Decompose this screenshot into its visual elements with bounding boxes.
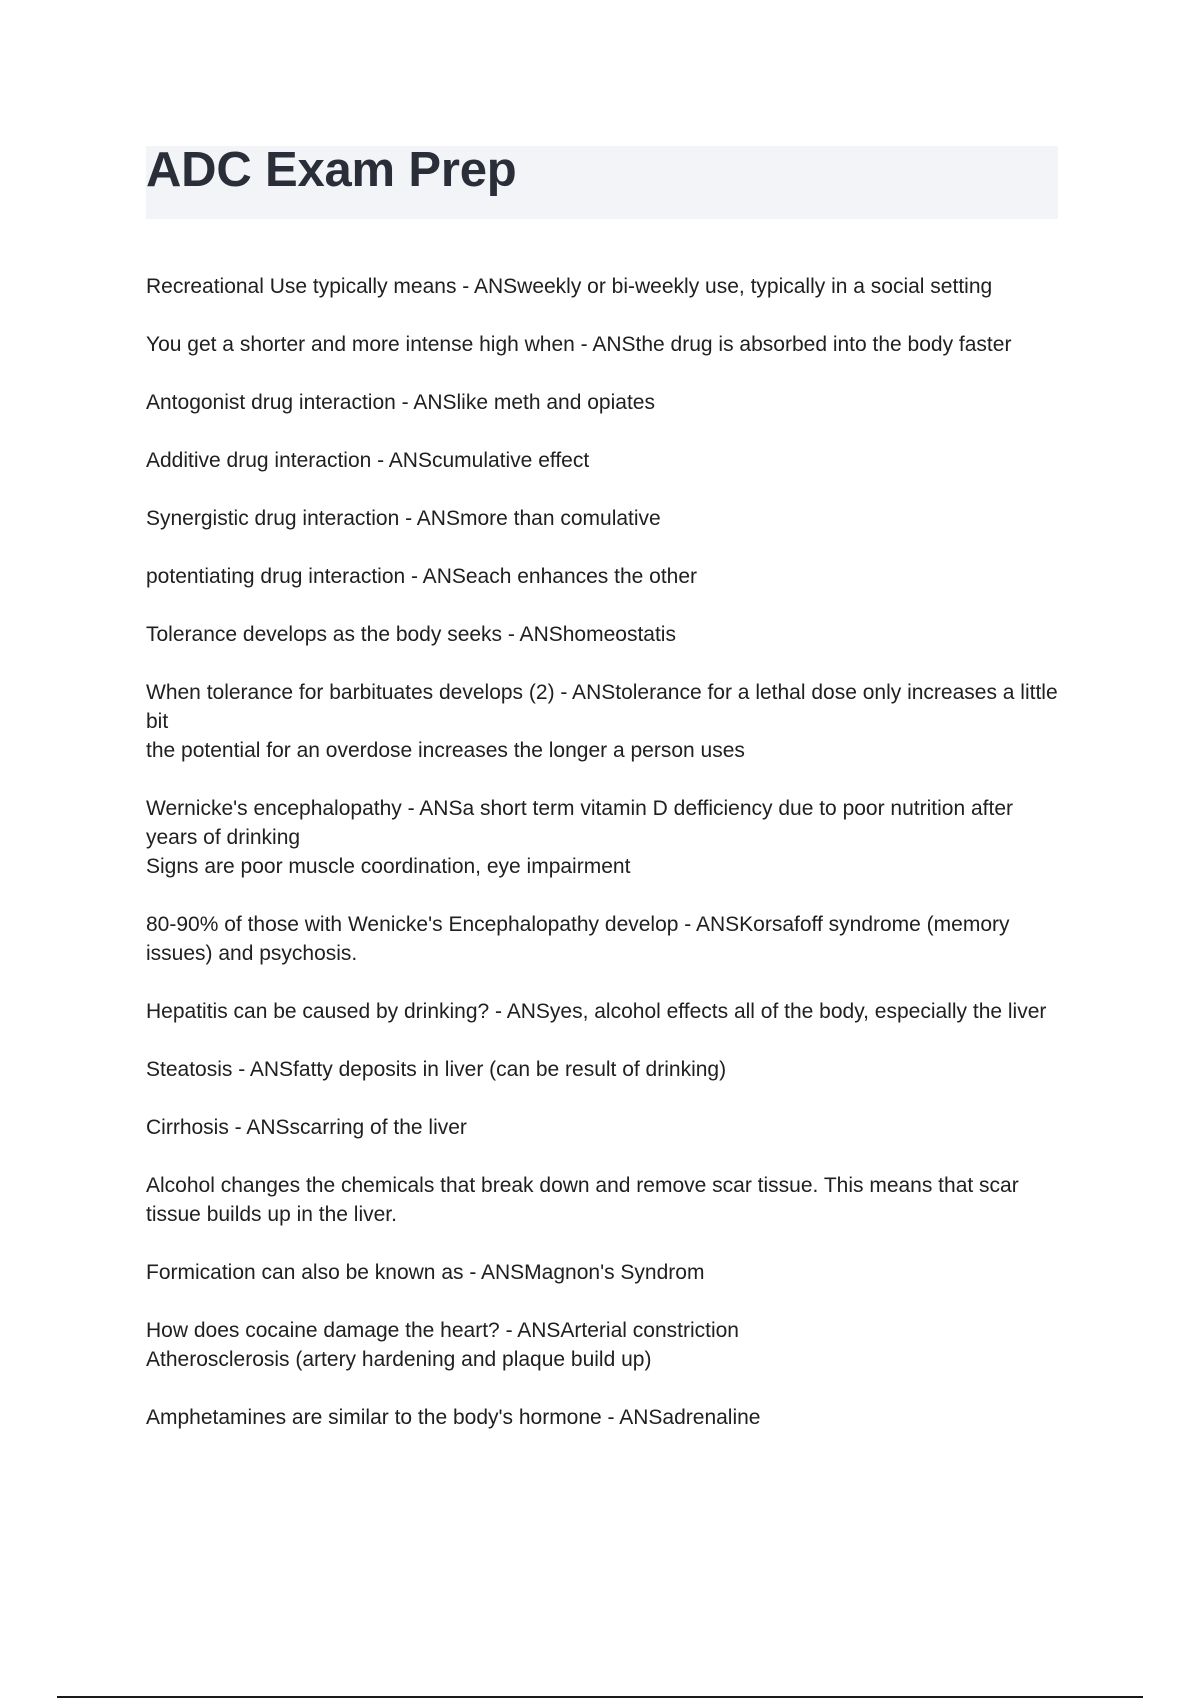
qa-text: Synergistic drug interaction - ANSmore than comulative xyxy=(146,507,661,530)
qa-item xyxy=(146,562,1061,591)
qa-item xyxy=(146,1258,1061,1287)
qa-text: 80-90% of those with Wenicke's Encephalopathy develop - ANSKorsafoff syndrome (memory issues) and psychosis. xyxy=(146,913,1016,965)
qa-text: Amphetamines are similar to the body's hormone - ANSadrenaline xyxy=(146,1406,761,1429)
qa-text: Hepatitis can be caused by drinking? - ANSyes, alcohol effects all of the body, especially the liver xyxy=(146,1000,1047,1023)
qa-text: Recreational Use typically means - ANSweekly or bi-weekly use, typically in a social setting xyxy=(146,275,993,298)
qa-text: Cirrhosis - ANSscarring of the liver xyxy=(146,1116,467,1139)
qa-item xyxy=(146,388,1061,417)
qa-text: potentiating drug interaction - ANSeach enhances the other xyxy=(146,565,698,588)
qa-item xyxy=(146,446,1061,475)
qa-text: Additive drug interaction - ANScumulative effect xyxy=(146,449,590,472)
qa-list xyxy=(146,272,1064,1461)
qa-item xyxy=(146,504,1061,533)
qa-text: Wernicke's encephalopathy - ANSa short term vitamin D defficiency due to poor nutrition after years of drinking xyxy=(146,797,1019,849)
qa-text: Alcohol changes the chemicals that break down and remove scar tissue. This means that scar tissue builds up in the liver. xyxy=(146,1174,1025,1226)
qa-item xyxy=(146,678,1064,765)
qa-text: Tolerance develops as the body seeks - ANShomeostatis xyxy=(146,623,676,646)
qa-item xyxy=(146,1171,1061,1229)
qa-item xyxy=(146,1403,1061,1432)
qa-item xyxy=(146,1316,1061,1374)
qa-item xyxy=(146,330,1061,359)
qa-text: How does cocaine damage the heart? - ANSArterial constriction xyxy=(146,1319,739,1342)
qa-text: Formication can also be known as - ANSMagnon's Syndrom xyxy=(146,1261,705,1284)
page-title: ADC Exam Prep xyxy=(146,143,517,197)
qa-text: Antogonist drug interaction - ANSlike meth and opiates xyxy=(146,391,655,414)
qa-item xyxy=(146,910,1061,968)
qa-item xyxy=(146,794,1061,881)
footer-divider xyxy=(57,1696,1143,1698)
qa-item xyxy=(146,997,1061,1026)
qa-item xyxy=(146,1113,1061,1142)
qa-text: You get a shorter and more intense high when - ANSthe drug is absorbed into the body faster xyxy=(146,333,1012,356)
qa-text-continued: the potential for an overdose increases the longer a person uses xyxy=(146,739,745,762)
qa-text-continued: Atherosclerosis (artery hardening and plaque build up) xyxy=(146,1348,652,1371)
qa-text-continued: Signs are poor muscle coordination, eye impairment xyxy=(146,855,631,878)
qa-text: When tolerance for barbituates develops (2) - ANStolerance for a lethal dose only increases a little bit xyxy=(146,681,1064,733)
qa-item xyxy=(146,272,1061,301)
qa-item xyxy=(146,620,1061,649)
qa-text: Steatosis - ANSfatty deposits in liver (can be result of drinking) xyxy=(146,1058,727,1081)
qa-item xyxy=(146,1055,1061,1084)
